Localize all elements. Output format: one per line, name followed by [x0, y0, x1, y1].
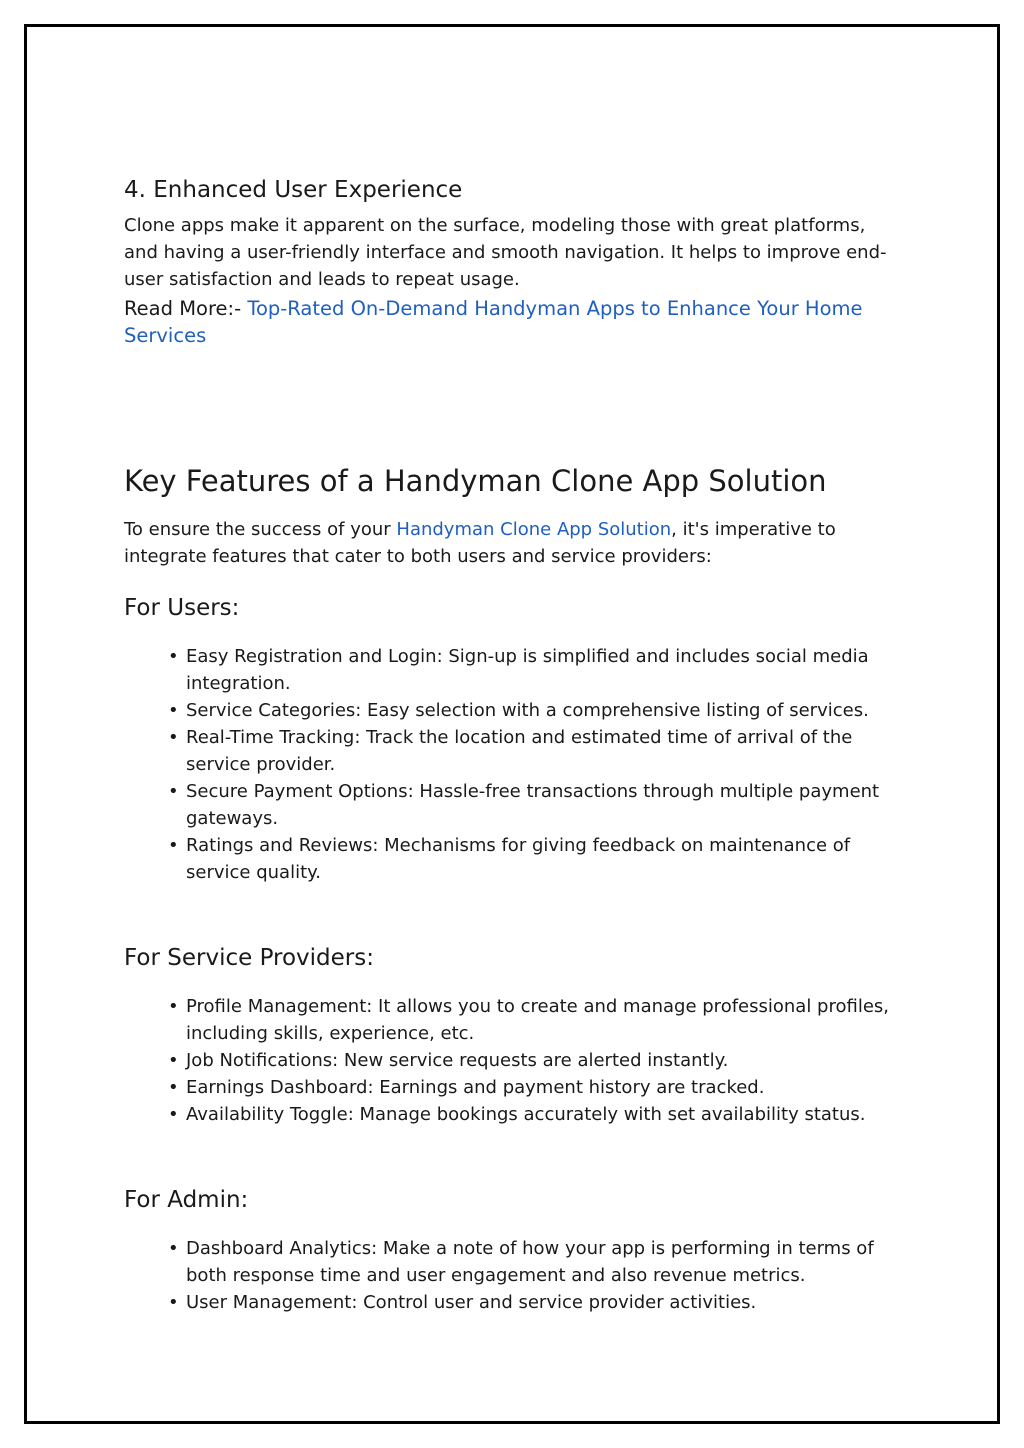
- intro-text-before: To ensure the success of your: [124, 519, 397, 540]
- read-more-line: [124, 295, 894, 349]
- bullet-icon: •: [168, 1077, 179, 1098]
- list-item: • Job Notifications: New service requests are alerted instantly.: [124, 1047, 894, 1074]
- for-service-providers-heading: For Service Providers:: [124, 945, 374, 971]
- section-body-enhanced-user-experience: Clone apps make it apparent on the surface, modeling those with great platforms, and having a user-friendly interface and smooth navigation. It helps to improve end-user satisfaction and leads to repeat usage.: [124, 215, 887, 290]
- read-more-link[interactable]: Top-Rated On-Demand Handyman Apps to Enhance Your Home Services: [124, 297, 863, 347]
- list-item: • Easy Registration and Login: Sign-up is simplified and includes social media integration.: [124, 643, 894, 697]
- section-heading-enhanced-user-experience: 4. Enhanced User Experience: [124, 177, 463, 203]
- for-users-heading: For Users:: [124, 595, 240, 621]
- bullet-icon: •: [168, 1238, 179, 1259]
- bullet-icon: •: [168, 1050, 179, 1071]
- bullet-icon: •: [168, 996, 179, 1017]
- list-item: • Profile Management: It allows you to create and manage professional profiles, including skills, experience, etc.: [124, 993, 894, 1047]
- list-item: • Ratings and Reviews: Mechanisms for giving feedback on maintenance of service quality.: [124, 832, 894, 886]
- bullet-icon: •: [168, 781, 179, 802]
- bullet-icon: •: [168, 700, 179, 721]
- list-item: • Service Categories: Easy selection with a comprehensive listing of services.: [124, 697, 894, 724]
- for-admin-heading: For Admin:: [124, 1187, 249, 1213]
- key-features-intro: [124, 516, 894, 570]
- list-item: • User Management: Control user and service provider activities.: [124, 1289, 894, 1316]
- bullet-icon: •: [168, 646, 179, 667]
- bullet-icon: •: [168, 835, 179, 856]
- handyman-clone-app-link[interactable]: Handyman Clone App Solution: [396, 519, 672, 540]
- for-service-providers-list: [124, 993, 894, 1128]
- document-content: [124, 174, 894, 1316]
- list-item: • Real-Time Tracking: Track the location and estimated time of arrival of the service provider.: [124, 724, 894, 778]
- for-admin-list: [124, 1235, 894, 1316]
- for-users-list: [124, 643, 894, 886]
- bullet-icon: •: [168, 727, 179, 748]
- bullet-icon: •: [168, 1292, 179, 1313]
- read-more-prefix: Read More:-: [124, 297, 248, 320]
- list-item: • Availability Toggle: Manage bookings accurately with set availability status.: [124, 1101, 894, 1128]
- list-item: • Dashboard Analytics: Make a note of how your app is performing in terms of both response time and user engagement and also revenue metrics.: [124, 1235, 894, 1289]
- list-item: • Secure Payment Options: Hassle-free transactions through multiple payment gateways.: [124, 778, 894, 832]
- list-item: • Earnings Dashboard: Earnings and payment history are tracked.: [124, 1074, 894, 1101]
- intro-text-after: , it's imperative to integrate features that cater to both users and service providers:: [124, 519, 836, 567]
- key-features-heading: Key Features of a Handyman Clone App Solution: [124, 464, 827, 498]
- bullet-icon: •: [168, 1104, 179, 1125]
